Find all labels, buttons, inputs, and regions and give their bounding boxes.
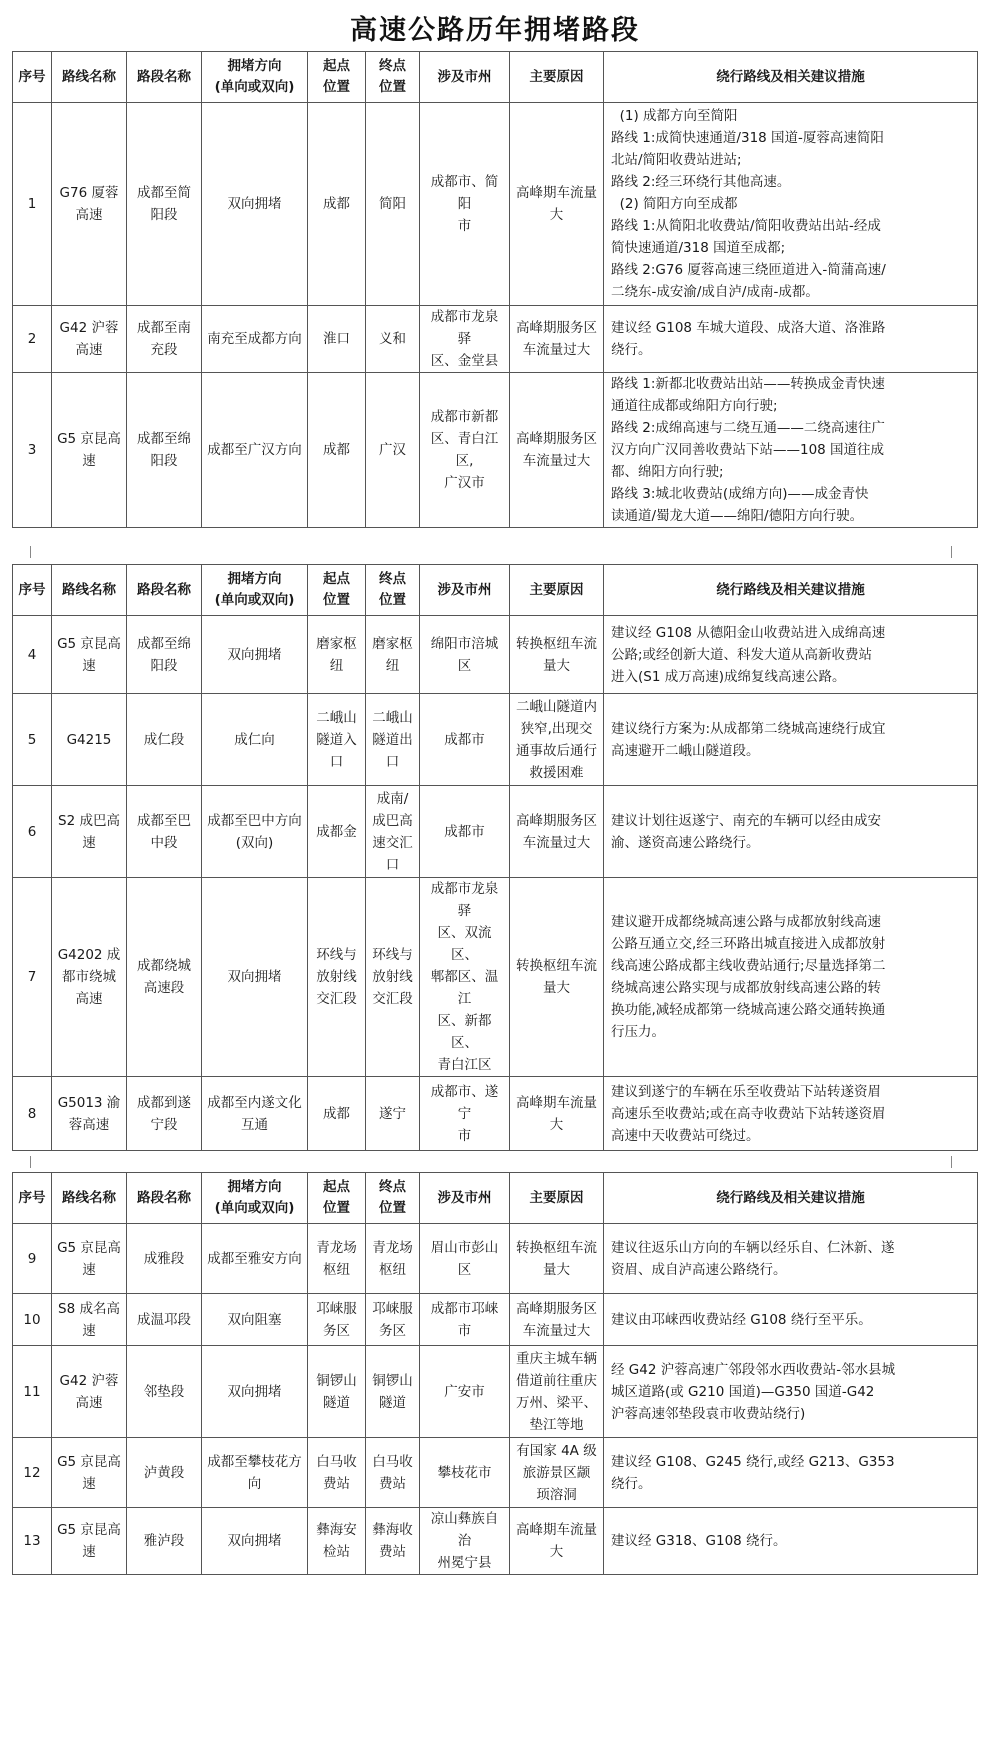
start-header-text: 位置 bbox=[323, 79, 350, 95]
direction-header-text: 拥堵方向 bbox=[227, 1179, 282, 1195]
detour-header bbox=[604, 52, 978, 103]
direction-cell: 双向阻塞 bbox=[202, 1294, 308, 1346]
city-header bbox=[420, 52, 510, 103]
city-cell: 凉山彝族自治 州冕宁县 bbox=[420, 1508, 510, 1575]
section-cell: 雅泸段 bbox=[127, 1508, 202, 1575]
end-header-text: 位置 bbox=[379, 592, 406, 608]
direction-header bbox=[202, 565, 308, 616]
seq-header-text: 序号 bbox=[18, 1189, 46, 1206]
route-cell: G5 京昆高 速 bbox=[52, 616, 127, 694]
section-cell: 成都至南 充段 bbox=[127, 306, 202, 373]
table-row bbox=[13, 1294, 978, 1346]
end-cell: 遂宁 bbox=[366, 1077, 420, 1151]
start-header-text: 位置 bbox=[323, 1200, 350, 1216]
end-cell: 义和 bbox=[366, 306, 420, 373]
end-header-text: 终点 bbox=[379, 1179, 406, 1195]
section-cell: 成都至简 阳段 bbox=[127, 103, 202, 306]
reason-header-text: 主要原因 bbox=[529, 581, 584, 598]
detour-cell: 建议经 G108 从德阳金山收费站进入成绵高速 公路;或经创新大道、科发大道从高新收费站 进入(S1 成万高速)成绵复线高速公路。 bbox=[604, 616, 978, 694]
reason-cell: 高峰期车流量 大 bbox=[510, 103, 604, 306]
route-cell: G5 京昆高 速 bbox=[52, 1438, 127, 1508]
reason-cell: 高峰期服务区 车流量过大 bbox=[510, 1294, 604, 1346]
route-cell: S2 成巴高 速 bbox=[52, 786, 127, 878]
section-header-text: 路段名称 bbox=[137, 581, 191, 598]
route-cell: G42 沪蓉 高速 bbox=[52, 306, 127, 373]
start-header bbox=[308, 52, 366, 103]
end-cell: 铜锣山 隧道 bbox=[366, 1346, 420, 1438]
city-header-text: 涉及市州 bbox=[437, 68, 492, 85]
end-header-text: 位置 bbox=[379, 1200, 406, 1216]
detour-cell: 建议经 G318、G108 绕行。 bbox=[604, 1508, 978, 1575]
direction-cell: 双向拥堵 bbox=[202, 103, 308, 306]
table-row bbox=[13, 1224, 978, 1294]
city-cell: 成都市 bbox=[420, 694, 510, 786]
city-header-text: 涉及市州 bbox=[437, 1189, 492, 1206]
reason-cell: 转换枢纽车流 量大 bbox=[510, 1224, 604, 1294]
table-block-2 bbox=[12, 564, 978, 1151]
seq-cell: 9 bbox=[13, 1224, 52, 1294]
route-cell: G4215 bbox=[52, 694, 127, 786]
detour-cell: 建议经 G108 车城大道段、成洛大道、洛淮路 绕行。 bbox=[604, 306, 978, 373]
city-cell: 成都市龙泉驿 区、金堂县 bbox=[420, 306, 510, 373]
start-cell: 铜锣山 隧道 bbox=[308, 1346, 366, 1438]
reason-header bbox=[510, 1173, 604, 1224]
route-header bbox=[52, 52, 127, 103]
seq-header-text: 序号 bbox=[18, 581, 46, 598]
city-cell: 眉山市彭山区 bbox=[420, 1224, 510, 1294]
city-cell: 成都市邛崃市 bbox=[420, 1294, 510, 1346]
end-cell: 彝海收 费站 bbox=[366, 1508, 420, 1575]
section-cell: 泸黄段 bbox=[127, 1438, 202, 1508]
route-header-text: 路线名称 bbox=[62, 68, 116, 85]
direction-cell: 双向拥堵 bbox=[202, 616, 308, 694]
detour-header-text: 绕行路线及相关建议措施 bbox=[716, 581, 865, 598]
seq-cell: 8 bbox=[13, 1077, 52, 1151]
page-break-mark bbox=[951, 546, 952, 558]
seq-header bbox=[13, 565, 52, 616]
detour-header bbox=[604, 565, 978, 616]
city-cell: 成都市龙泉驿 区、双流区、 郫都区、温江 区、新都区、 青白江区 bbox=[420, 878, 510, 1077]
section-cell: 成都到遂 宁段 bbox=[127, 1077, 202, 1151]
seq-cell: 3 bbox=[13, 373, 52, 528]
section-cell: 成都至巴 中段 bbox=[127, 786, 202, 878]
end-cell: 青龙场 枢纽 bbox=[366, 1224, 420, 1294]
start-header-text: 位置 bbox=[323, 592, 350, 608]
start-cell: 邛崃服 务区 bbox=[308, 1294, 366, 1346]
section-cell: 成都绕城 高速段 bbox=[127, 878, 202, 1077]
start-cell: 青龙场 枢纽 bbox=[308, 1224, 366, 1294]
route-header-text: 路线名称 bbox=[62, 581, 116, 598]
table-row bbox=[13, 786, 978, 878]
city-header bbox=[420, 1173, 510, 1224]
table-row bbox=[13, 103, 978, 306]
direction-cell: 双向拥堵 bbox=[202, 1346, 308, 1438]
seq-cell: 12 bbox=[13, 1438, 52, 1508]
direction-cell: 成仁向 bbox=[202, 694, 308, 786]
direction-header bbox=[202, 1173, 308, 1224]
end-cell: 简阳 bbox=[366, 103, 420, 306]
city-header-text: 涉及市州 bbox=[437, 581, 492, 598]
section-header-text: 路段名称 bbox=[137, 1189, 191, 1206]
direction-cell: 成都至巴中方向 (双向) bbox=[202, 786, 308, 878]
section-header bbox=[127, 1173, 202, 1224]
reason-cell: 转换枢纽车流 量大 bbox=[510, 616, 604, 694]
reason-cell: 转换枢纽车流 量大 bbox=[510, 878, 604, 1077]
page-break-mark bbox=[951, 1156, 952, 1168]
start-cell: 成都 bbox=[308, 103, 366, 306]
seq-cell: 7 bbox=[13, 878, 52, 1077]
reason-cell: 高峰期车流量 大 bbox=[510, 1508, 604, 1575]
reason-cell: 有国家 4A 级 旅游景区颛 顼溶洞 bbox=[510, 1438, 604, 1508]
seq-cell: 4 bbox=[13, 616, 52, 694]
route-cell: G5 京昆高 速 bbox=[52, 373, 127, 528]
reason-cell: 二峨山隧道内 狭窄,出现交 通事故后通行 救援困难 bbox=[510, 694, 604, 786]
reason-cell: 高峰期车流量 大 bbox=[510, 1077, 604, 1151]
route-cell: G5 京昆高 速 bbox=[52, 1224, 127, 1294]
seq-cell: 13 bbox=[13, 1508, 52, 1575]
city-header bbox=[420, 565, 510, 616]
table-row bbox=[13, 306, 978, 373]
reason-header-text: 主要原因 bbox=[529, 1189, 584, 1206]
route-cell: G42 沪蓉 高速 bbox=[52, 1346, 127, 1438]
table-row bbox=[13, 616, 978, 694]
direction-cell: 成都至广汉方向 bbox=[202, 373, 308, 528]
section-header bbox=[127, 565, 202, 616]
table-row bbox=[13, 1508, 978, 1575]
start-header bbox=[308, 1173, 366, 1224]
reason-cell: 重庆主城车辆 借道前往重庆 万州、梁平、 垫江等地 bbox=[510, 1346, 604, 1438]
seq-cell: 6 bbox=[13, 786, 52, 878]
start-header-text: 起点 bbox=[323, 58, 350, 74]
detour-header bbox=[604, 1173, 978, 1224]
reason-header-text: 主要原因 bbox=[529, 68, 584, 85]
city-cell: 成都市新都 区、青白江区, 广汉市 bbox=[420, 373, 510, 528]
direction-header-text: 拥堵方向 bbox=[227, 58, 282, 74]
detour-cell: 路线 1:新都北收费站出站——转换成金青快速 通道往成都或绵阳方向行驶; 路线 2:成绵高速与二绕互通——二绕高速往广 汉方向广汉同善收费站下站——108 国道往成 都、绵阳方向行驶; 路线 3:城北收费站(成绵方向)——成金青快 读通道/蜀龙大道——绵阳/德阳方向行驶。 bbox=[604, 373, 978, 528]
reason-cell: 高峰期服务区 车流量过大 bbox=[510, 786, 604, 878]
section-cell: 成都至绵 阳段 bbox=[127, 616, 202, 694]
start-cell: 环线与 放射线 交汇段 bbox=[308, 878, 366, 1077]
city-cell: 成都市 bbox=[420, 786, 510, 878]
end-cell: 成南/ 成巴高 速交汇 口 bbox=[366, 786, 420, 878]
start-cell: 成都 bbox=[308, 1077, 366, 1151]
detour-cell: 建议绕行方案为:从成都第二绕城高速绕行成宜 高速避开二峨山隧道段。 bbox=[604, 694, 978, 786]
reason-header bbox=[510, 565, 604, 616]
direction-cell: 南充至成都方向 bbox=[202, 306, 308, 373]
start-cell: 淮口 bbox=[308, 306, 366, 373]
table-row bbox=[13, 878, 978, 1077]
end-header bbox=[366, 1173, 420, 1224]
start-header-text: 起点 bbox=[323, 1179, 350, 1195]
page-break-mark bbox=[30, 546, 31, 558]
route-cell: G5013 渝 蓉高速 bbox=[52, 1077, 127, 1151]
start-cell: 成都 bbox=[308, 373, 366, 528]
route-header-text: 路线名称 bbox=[62, 1189, 116, 1206]
detour-cell: 建议经 G108、G245 绕行,或经 G213、G353 绕行。 bbox=[604, 1438, 978, 1508]
direction-cell: 双向拥堵 bbox=[202, 1508, 308, 1575]
detour-cell: 建议往返乐山方向的车辆以经乐自、仁沐新、遂 资眉、成自泸高速公路绕行。 bbox=[604, 1224, 978, 1294]
seq-cell: 10 bbox=[13, 1294, 52, 1346]
start-cell: 磨家枢 纽 bbox=[308, 616, 366, 694]
start-cell: 二峨山 隧道入 口 bbox=[308, 694, 366, 786]
start-cell: 成都金 bbox=[308, 786, 366, 878]
route-header bbox=[52, 1173, 127, 1224]
end-cell: 广汉 bbox=[366, 373, 420, 528]
direction-header-text: 拥堵方向 bbox=[227, 571, 282, 587]
end-header-text: 终点 bbox=[379, 58, 406, 74]
direction-header-text: (单向或双向) bbox=[214, 1200, 295, 1216]
route-cell: G5 京昆高 速 bbox=[52, 1508, 127, 1575]
end-header-text: 位置 bbox=[379, 79, 406, 95]
start-cell: 彝海安 检站 bbox=[308, 1508, 366, 1575]
direction-header-text: (单向或双向) bbox=[214, 79, 295, 95]
city-cell: 成都市、简阳 市 bbox=[420, 103, 510, 306]
end-header bbox=[366, 52, 420, 103]
section-cell: 成温邛段 bbox=[127, 1294, 202, 1346]
city-cell: 成都市、遂宁 市 bbox=[420, 1077, 510, 1151]
seq-cell: 5 bbox=[13, 694, 52, 786]
section-cell: 邻垫段 bbox=[127, 1346, 202, 1438]
detour-cell: (1) 成都方向至简阳 路线 1:成简快速通道/318 国道-厦蓉高速简阳 北站/简阳收费站进站; 路线 2:经三环绕行其他高速。 (2) 简阳方向至成都 路线 1:从简阳北收费站/简阳收费站出站-经成 简快速通道/318 国道至成都; 路线 2:G76 厦蓉高速三绕匝道进入-简蒲高速/ 二绕东-成安渝/成自泸/成南-成都。 bbox=[604, 103, 978, 306]
table-row bbox=[13, 1438, 978, 1508]
end-cell: 邛崃服 务区 bbox=[366, 1294, 420, 1346]
direction-cell: 成都至内遂文化 互通 bbox=[202, 1077, 308, 1151]
direction-cell: 成都至攀枝花方 向 bbox=[202, 1438, 308, 1508]
end-header bbox=[366, 565, 420, 616]
end-cell: 白马收 费站 bbox=[366, 1438, 420, 1508]
section-cell: 成都至绵 阳段 bbox=[127, 373, 202, 528]
page-break-mark bbox=[30, 1156, 31, 1168]
section-cell: 成仁段 bbox=[127, 694, 202, 786]
detour-cell: 建议计划往返遂宁、南充的车辆可以经由成安 渝、遂资高速公路绕行。 bbox=[604, 786, 978, 878]
route-cell: G4202 成 都市绕城 高速 bbox=[52, 878, 127, 1077]
detour-cell: 经 G42 沪蓉高速广邻段邻水西收费站-邻水县城 城区道路(或 G210 国道)—G350 国道-G42 沪蓉高速邻垫段袁市收费站绕行) bbox=[604, 1346, 978, 1438]
route-header bbox=[52, 565, 127, 616]
reason-cell: 高峰期服务区 车流量过大 bbox=[510, 373, 604, 528]
section-header-text: 路段名称 bbox=[137, 68, 191, 85]
end-header-text: 终点 bbox=[379, 571, 406, 587]
direction-cell: 双向拥堵 bbox=[202, 878, 308, 1077]
seq-header bbox=[13, 52, 52, 103]
table-row bbox=[13, 1346, 978, 1438]
direction-header-text: (单向或双向) bbox=[214, 592, 295, 608]
route-cell: S8 成名高 速 bbox=[52, 1294, 127, 1346]
seq-cell: 1 bbox=[13, 103, 52, 306]
table-row bbox=[13, 694, 978, 786]
detour-cell: 建议由邛崃西收费站经 G108 绕行至平乐。 bbox=[604, 1294, 978, 1346]
table-row bbox=[13, 1077, 978, 1151]
city-cell: 广安市 bbox=[420, 1346, 510, 1438]
start-cell: 白马收 费站 bbox=[308, 1438, 366, 1508]
detour-header-text: 绕行路线及相关建议措施 bbox=[716, 1189, 865, 1206]
detour-header-text: 绕行路线及相关建议措施 bbox=[716, 68, 865, 85]
city-cell: 绵阳市涪城区 bbox=[420, 616, 510, 694]
reason-cell: 高峰期服务区 车流量过大 bbox=[510, 306, 604, 373]
detour-cell: 建议到遂宁的车辆在乐至收费站下站转遂资眉 高速乐至收费站;或在高寺收费站下站转遂资眉 高速中天收费站可绕过。 bbox=[604, 1077, 978, 1151]
seq-cell: 11 bbox=[13, 1346, 52, 1438]
table-block-1 bbox=[12, 51, 978, 528]
detour-cell: 建议避开成都绕城高速公路与成都放射线高速 公路互通立交,经三环路出城直接进入成都放射 线高速公路成都主线收费站通行;尽量选择第二 绕城高速公路实现与成都放射线高速公路的转 换功能,减轻成都第一绕城高速公路交通转换通 行压力。 bbox=[604, 878, 978, 1077]
direction-header bbox=[202, 52, 308, 103]
start-header-text: 起点 bbox=[323, 571, 350, 587]
direction-cell: 成都至雅安方向 bbox=[202, 1224, 308, 1294]
page-title: 高速公路历年拥堵路段 bbox=[350, 15, 640, 46]
table-row bbox=[13, 373, 978, 528]
section-header bbox=[127, 52, 202, 103]
end-cell: 磨家枢 纽 bbox=[366, 616, 420, 694]
table-block-3 bbox=[12, 1172, 978, 1575]
end-cell: 环线与 放射线 交汇段 bbox=[366, 878, 420, 1077]
seq-cell: 2 bbox=[13, 306, 52, 373]
route-cell: G76 厦蓉 高速 bbox=[52, 103, 127, 306]
start-header bbox=[308, 565, 366, 616]
end-cell: 二峨山 隧道出 口 bbox=[366, 694, 420, 786]
section-cell: 成雅段 bbox=[127, 1224, 202, 1294]
seq-header-text: 序号 bbox=[18, 68, 46, 85]
seq-header bbox=[13, 1173, 52, 1224]
city-cell: 攀枝花市 bbox=[420, 1438, 510, 1508]
reason-header bbox=[510, 52, 604, 103]
